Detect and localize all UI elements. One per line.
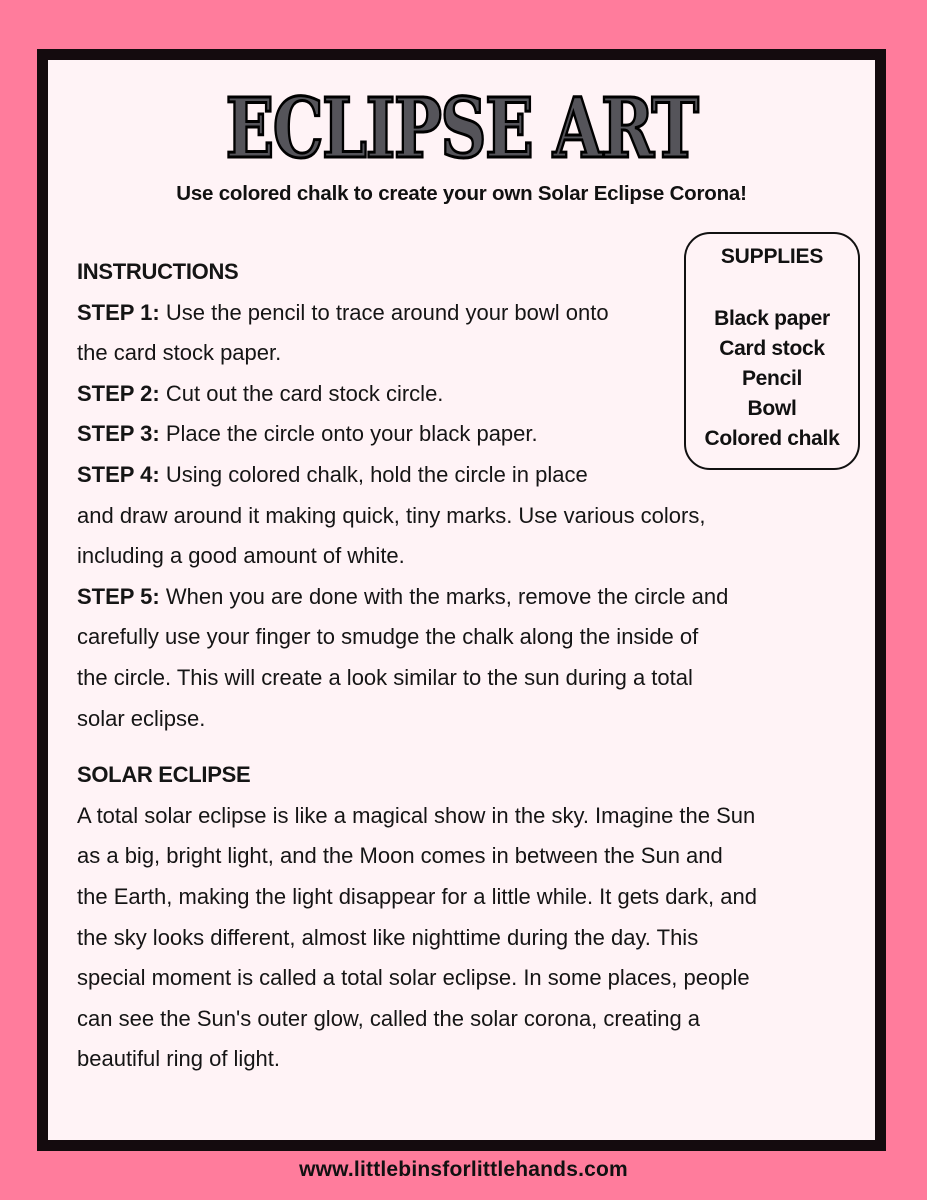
step-label: STEP 4: <box>77 461 160 487</box>
step-text: Cut out the card stock circle. <box>159 380 444 406</box>
paragraph-line: the Earth, making the light disappear for a little while. It gets dark, and <box>77 883 757 909</box>
footer-url: www.littlebinsforlittlehands.com <box>299 1158 628 1181</box>
instruction-line <box>77 699 857 740</box>
step-text: the card stock paper. <box>77 340 282 366</box>
supply-item: Colored chalk <box>704 427 840 450</box>
page-title: ECLIPSE ART <box>225 81 698 177</box>
step-text: When you are done with the marks, remove the circle and <box>159 583 729 609</box>
step-label: STEP 5: <box>77 583 160 609</box>
supply-item: Pencil <box>741 367 803 390</box>
paragraph-line: the sky looks different, almost like nighttime during the day. This <box>77 924 699 950</box>
paragraph-line: can see the Sun's outer glow, called the solar corona, creating a <box>77 1005 701 1031</box>
step-text: solar eclipse. <box>77 705 206 731</box>
supplies-box <box>684 232 860 470</box>
step-text: Place the circle onto your black paper. <box>159 421 538 447</box>
instruction-line <box>77 496 857 537</box>
supply-item: Card stock <box>719 337 825 360</box>
instruction-line <box>77 577 857 618</box>
solar-eclipse-paragraph <box>77 796 857 1080</box>
paragraph-line: as a big, bright light, and the Moon comes in between the Sun and <box>77 843 723 869</box>
paragraph-line: A total solar eclipse is like a magical show in the sky. Imagine the Sun <box>77 802 756 828</box>
instruction-line <box>77 658 857 699</box>
supplies-list <box>686 304 858 454</box>
step-text: and draw around it making quick, tiny marks. Use various colors, <box>77 502 706 528</box>
page-frame <box>37 49 886 1151</box>
solar-eclipse-heading: SOLAR ECLIPSE <box>77 762 251 788</box>
instruction-line <box>77 617 857 658</box>
paragraph-line: beautiful ring of light. <box>77 1046 281 1072</box>
section-gap <box>77 739 857 755</box>
step-label: STEP 1: <box>77 299 160 325</box>
supply-item: Black paper <box>714 307 830 330</box>
step-text: Use the pencil to trace around your bowl onto <box>159 299 609 325</box>
step-text: including a good amount of white. <box>77 543 405 569</box>
supply-item: Bowl <box>747 397 797 420</box>
page-subtitle: Use colored chalk to create your own Solar Eclipse Corona! <box>176 182 747 205</box>
step-text: the circle. This will create a look similar to the sun during a total <box>77 664 693 690</box>
step-label: STEP 2: <box>77 380 160 406</box>
step-text: Using colored chalk, hold the circle in place <box>159 461 588 487</box>
instruction-line <box>77 536 857 577</box>
supplies-title: SUPPLIES <box>720 245 824 268</box>
paragraph-line: special moment is called a total solar eclipse. In some places, people <box>77 965 750 991</box>
step-text: carefully use your finger to smudge the chalk along the inside of <box>77 624 699 650</box>
instructions-heading: INSTRUCTIONS <box>77 259 239 284</box>
step-label: STEP 3: <box>77 421 160 447</box>
